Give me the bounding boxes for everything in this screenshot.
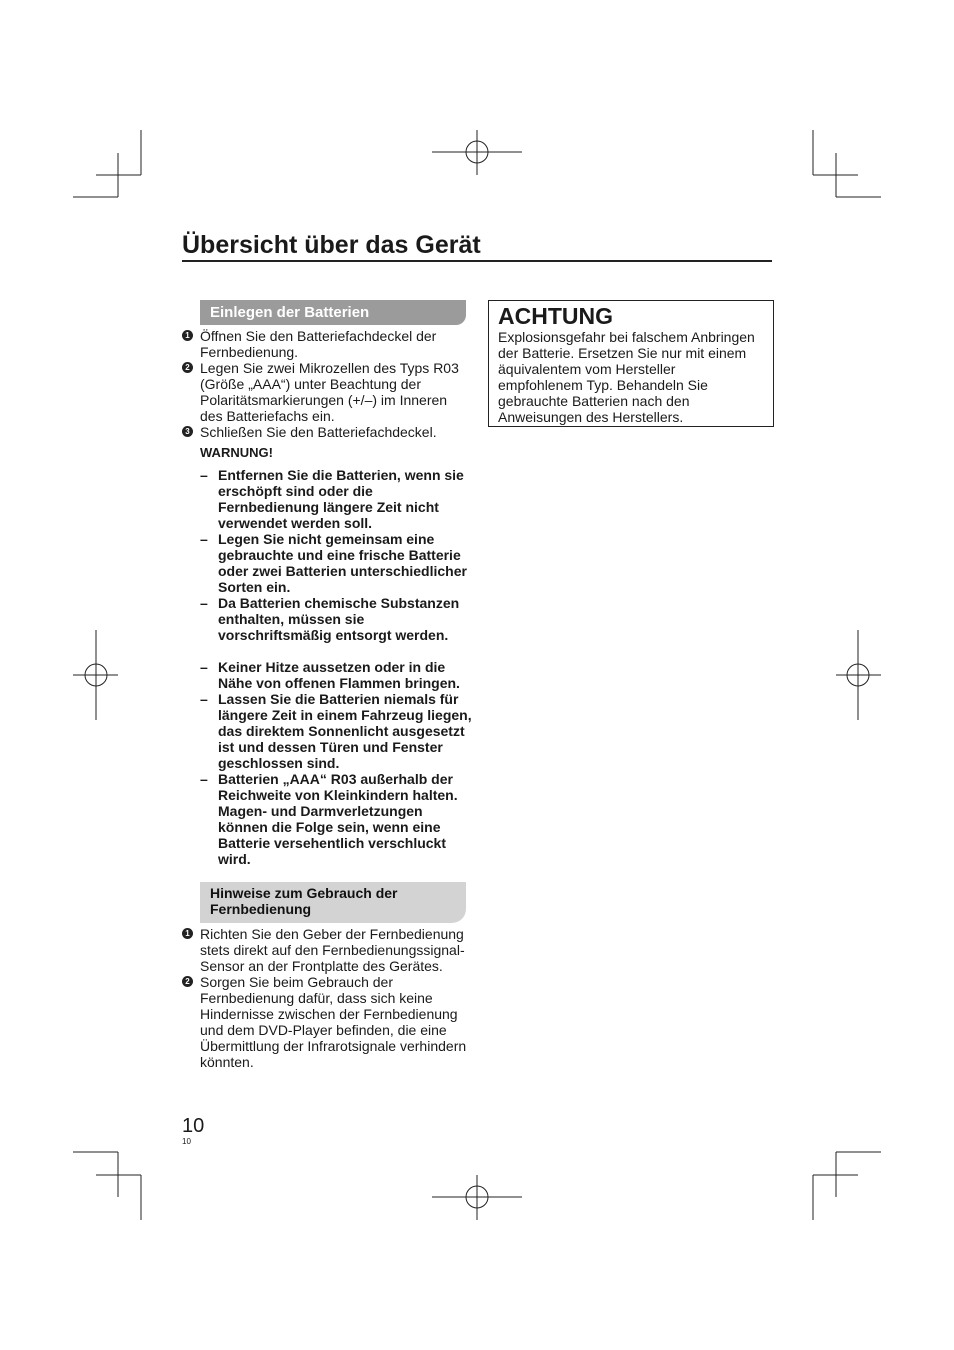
list-item: – Batterien „AAA“ R03 außerhalb der Reichweite von Kleinkindern halten. Magen- und Darmverletzungen können die Folge sein, wenn eine Batterie versehentlich verschluckt wird. bbox=[200, 771, 458, 867]
list-item: – Lassen Sie die Batterien niemals für längere Zeit in einem Fahrzeug liegen, das direktem Sonnenlicht ausgesetzt ist und dessen Türen und Fenster geschlossen sind. bbox=[200, 691, 472, 771]
warning-title: WARNUNG! bbox=[200, 445, 273, 460]
step-number: 2 bbox=[182, 976, 193, 987]
list-item: 1 Richten Sie den Geber der Fernbedienung stets direkt auf den Fernbedienungssignal-Sensor an der Frontplatte des Gerätes. bbox=[182, 926, 472, 974]
list-item: 2 Sorgen Sie beim Gebrauch der Fernbedienung dafür, dass sich keine Hindernisse zwischen der Fernbedienung und dem DVD-Player befinden, die eine Übermittlung der Infrarotsignale verhindern könnten. bbox=[182, 974, 472, 1070]
registration-mark-top bbox=[432, 130, 522, 175]
list-item: – Legen Sie nicht gemeinsam eine gebrauchte und eine frische Batterie oder zwei Batterien unterschiedlicher Sorten ein. bbox=[200, 531, 467, 595]
registration-mark-right bbox=[836, 630, 881, 720]
section-heading-remote: Hinweise zum Gebrauch der Fernbedienung bbox=[200, 882, 466, 923]
warning-list bbox=[182, 467, 472, 867]
list-item: 2 Legen Sie zwei Mikrozellen des Typs R03 (Größe „AAA“) unter Beachtung der Polaritätsmarkierungen (+/–) im Inneren des Batteriefachs ein. bbox=[182, 360, 472, 424]
registration-mark-bottom bbox=[432, 1175, 522, 1220]
battery-steps bbox=[182, 328, 472, 440]
caution-box bbox=[488, 300, 774, 427]
list-item: 1 Öffnen Sie den Batteriefachdeckel der Fernbedienung. bbox=[182, 328, 472, 360]
list-item: – Entfernen Sie die Batterien, wenn sie erschöpft sind oder die Fernbedienung längere Zeit nicht verwendet werden soll. bbox=[200, 467, 464, 531]
step-number: 1 bbox=[182, 330, 193, 341]
remote-steps bbox=[182, 926, 472, 1070]
list-item: – Keiner Hitze aussetzen oder in die Nähe von offenen Flammen bringen. bbox=[200, 659, 460, 691]
list-item: – Da Batterien chemische Substanzen enthalten, müssen sie vorschriftsmäßig entsorgt werden. bbox=[200, 595, 460, 643]
page-number: 10 bbox=[182, 1115, 205, 1137]
page-number-small: 10 bbox=[182, 1137, 191, 1146]
step-number: 3 bbox=[182, 426, 193, 437]
caution-text: Explosionsgefahr bei falschem Anbringen der Batterie. Ersetzen Sie nur mit einem äquivalentem vom Hersteller empfohlenem Typ. Behandeln Sie gebrauchte Batterien nach den Anweisungen des Herstellers. bbox=[498, 329, 755, 425]
step-number: 2 bbox=[182, 362, 193, 373]
step-number: 1 bbox=[182, 928, 193, 939]
registration-mark-left bbox=[73, 630, 118, 720]
page-title: Übersicht über das Gerät bbox=[182, 230, 772, 262]
list-item: 3 Schließen Sie den Batteriefachdeckel. bbox=[182, 424, 472, 440]
caution-title: ACHTUNG bbox=[498, 303, 613, 329]
section-heading-batteries: Einlegen der Batterien bbox=[200, 300, 466, 325]
left-column bbox=[182, 300, 472, 1070]
